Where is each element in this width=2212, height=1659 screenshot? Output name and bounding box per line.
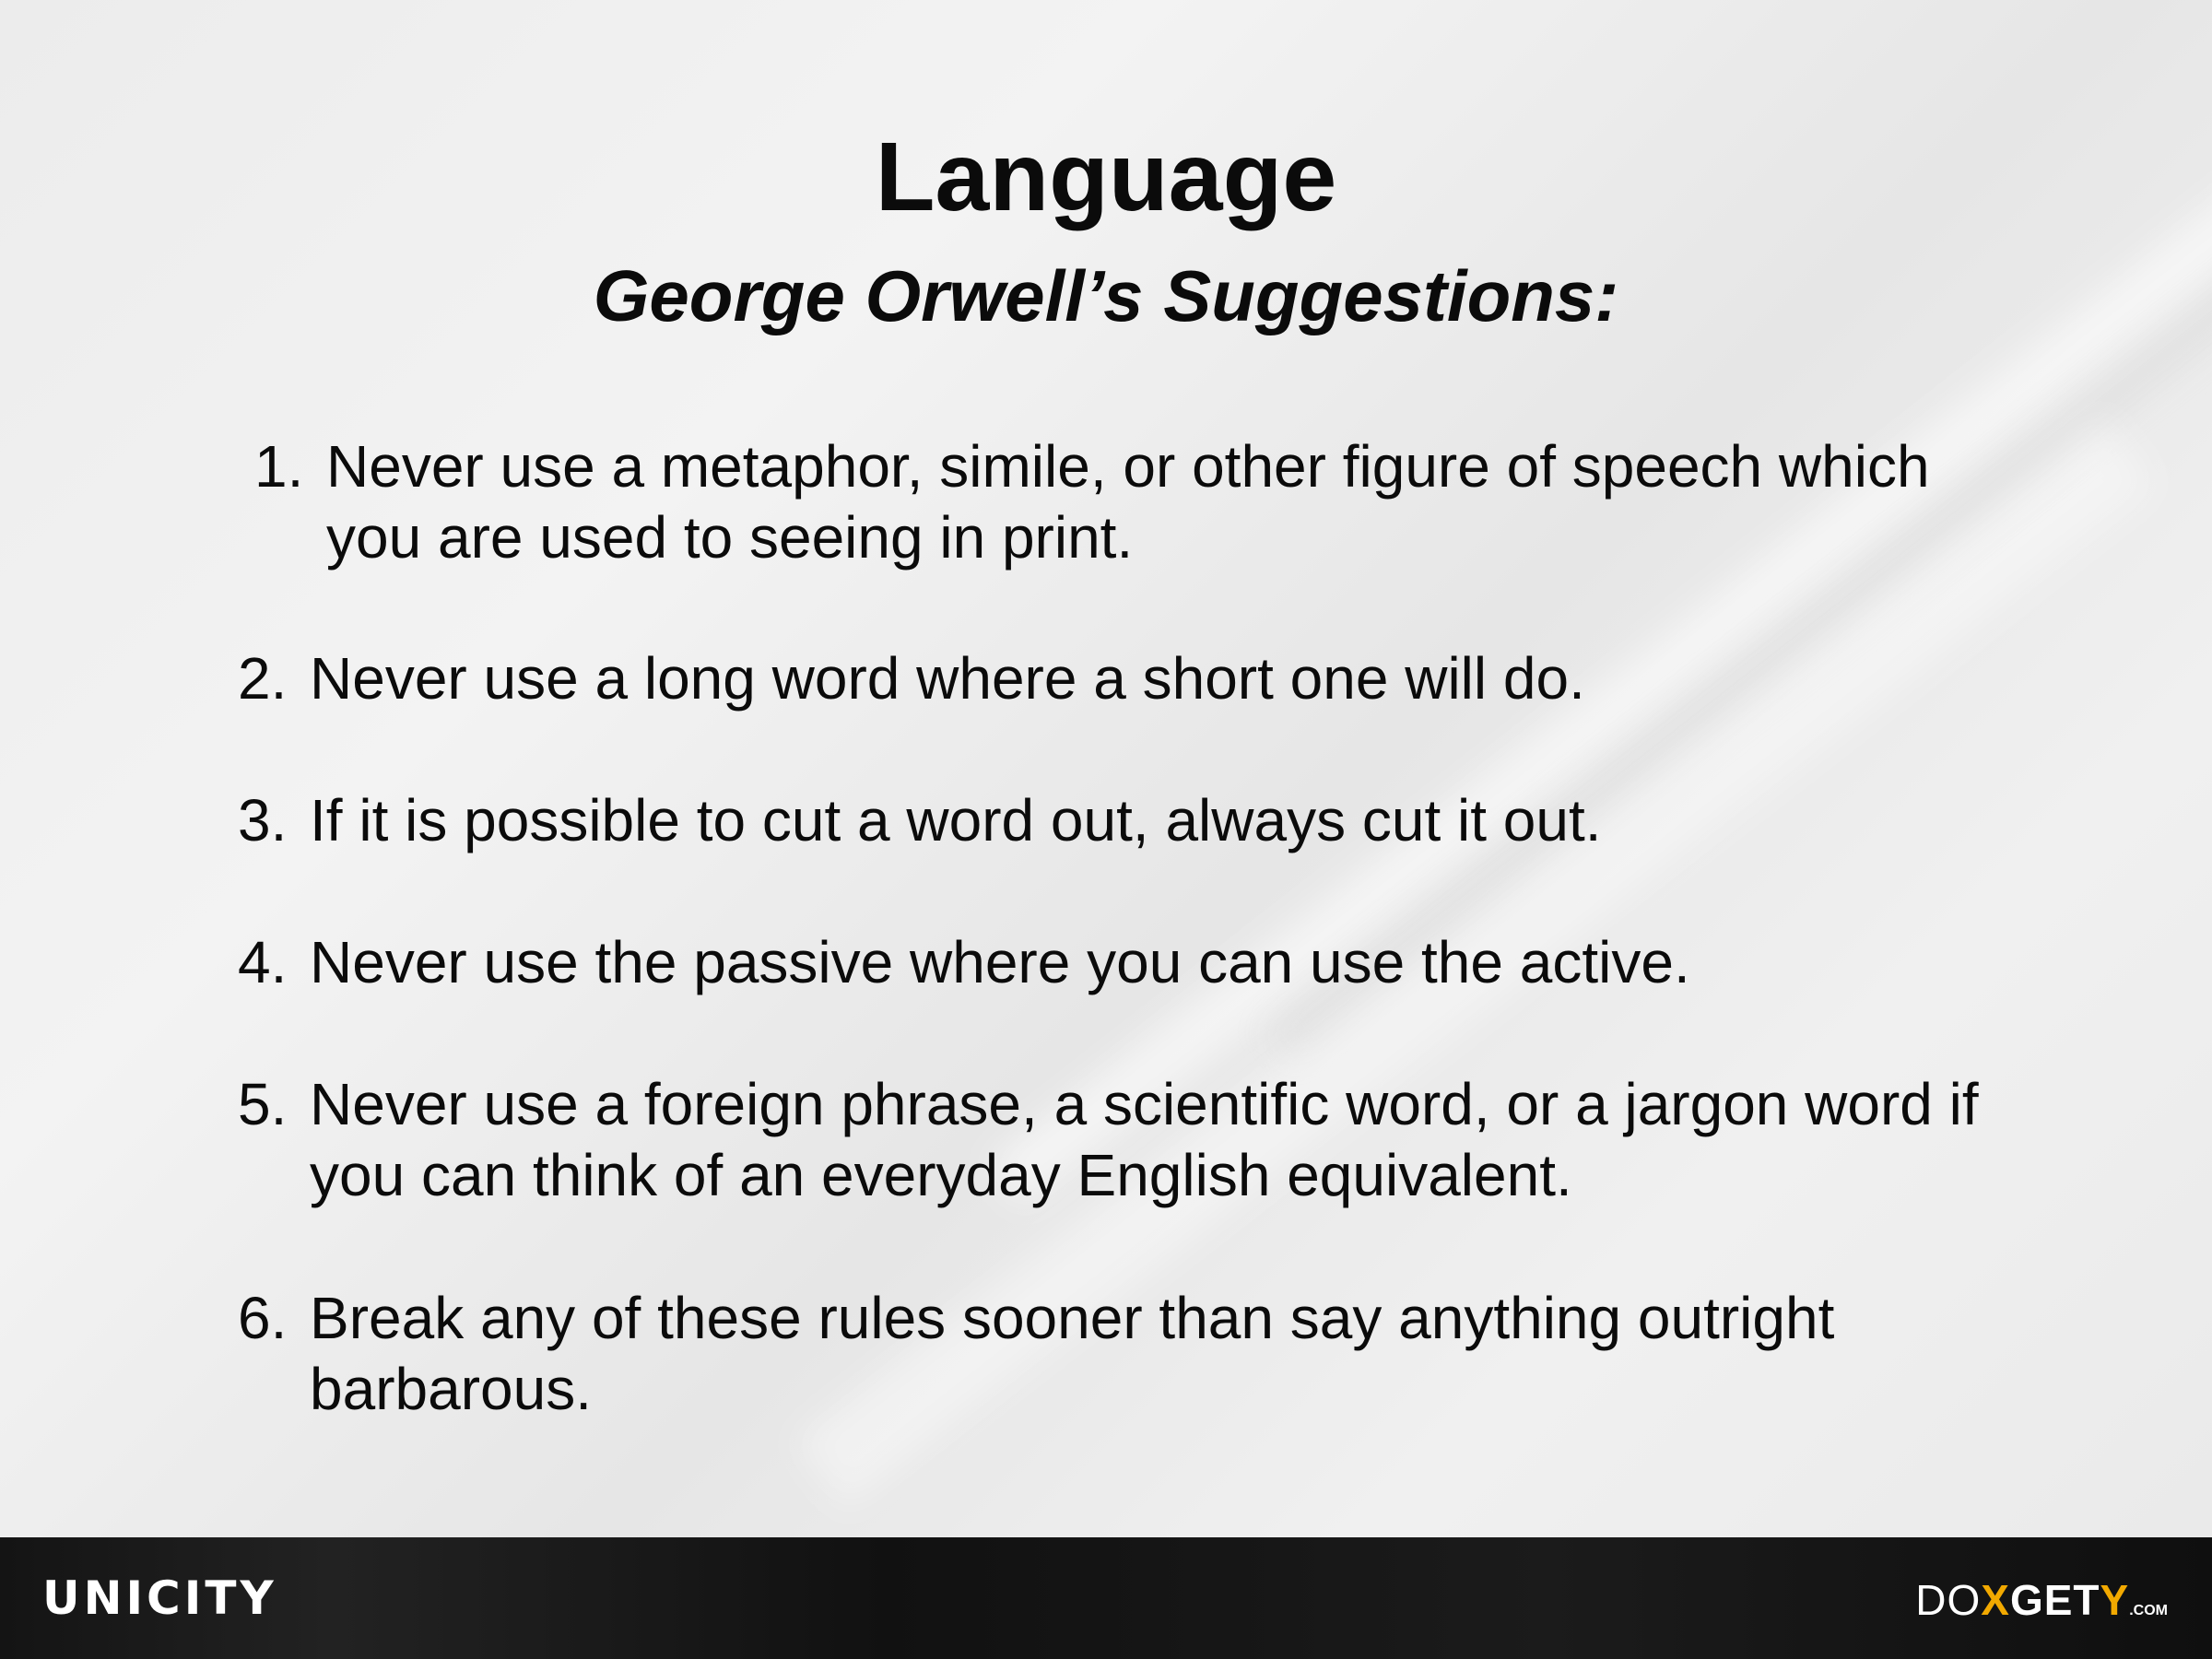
slide-title: Language xyxy=(875,123,1337,231)
list-item-number: 5. xyxy=(238,1071,288,1137)
list-item-number: 1. xyxy=(254,433,304,500)
list-item xyxy=(238,1283,1989,1425)
doxgety-logo-domain: .COM xyxy=(2129,1603,2168,1618)
list-item xyxy=(238,785,1989,856)
doxgety-logo xyxy=(1915,1574,2168,1626)
list-item-text: Break any of these rules sooner than say anything outright barbarous. xyxy=(310,1285,1835,1422)
list-item-number: 4. xyxy=(238,929,288,995)
list-item-number: 6. xyxy=(238,1285,288,1351)
list-item-text: Never use a long word where a short one will do. xyxy=(310,645,1585,712)
unicity-logo: UNICITY xyxy=(42,1571,277,1625)
list-item xyxy=(238,1069,1989,1211)
list-item-text: Never use a metaphor, simile, or other figure of speech which you are used to seeing in print. xyxy=(326,433,1930,571)
list-item-text: If it is possible to cut a word out, always cut it out. xyxy=(310,787,1602,853)
list-item-text: Never use the passive where you can use the active. xyxy=(310,929,1690,995)
doxgety-logo-part: GET xyxy=(2009,1576,2100,1624)
list-item-text: Never use a foreign phrase, a scientific word, or a jargon word if you can think of an everyday English equivalent. xyxy=(310,1071,1979,1208)
doxgety-logo-part: DO xyxy=(1915,1576,1982,1624)
list-item-number: 3. xyxy=(238,787,288,853)
list-item xyxy=(238,643,1989,714)
slide-subtitle: George Orwell’s Suggestions: xyxy=(593,255,1619,336)
doxgety-logo-accent: Y xyxy=(2100,1576,2130,1624)
footer-bar xyxy=(0,1537,2212,1659)
doxgety-logo-accent: X xyxy=(1981,1576,2010,1624)
list-item xyxy=(238,927,1989,998)
list-item xyxy=(254,431,2006,573)
list-item-number: 2. xyxy=(238,645,288,712)
